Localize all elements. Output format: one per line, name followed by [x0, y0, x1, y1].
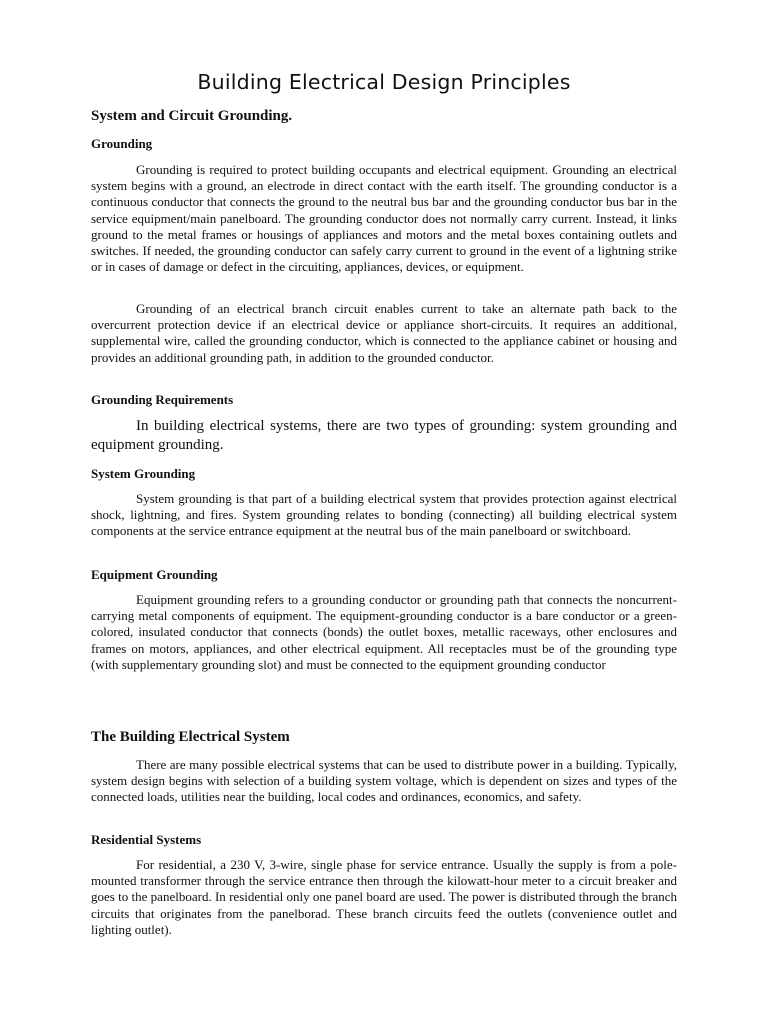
heading-residential-systems: Residential Systems [91, 832, 202, 847]
heading-grounding: Grounding [91, 136, 153, 151]
paragraph-residential-systems: For residential, a 230 V, 3-wire, single phase for service entrance. Usually the supply is from a pole-mounted transformer through the service entrance then through the kilowatt-hour meter to a circuit breaker and goes to the panelboard. In residential only one panel board are used. The power is distributed through the branch circuits that originates from the panelborad. These branch circuits feed the outlets (convenience outlet and lighting outlet). [91, 857, 677, 937]
document-title: Building Electrical Design Principles [197, 70, 571, 94]
paragraph-building-electrical-system: There are many possible electrical systems that can be used to distribute power in a building. Typically, system design begins with selection of a building system voltage, which is dependent on sizes and types of the connected loads, utilities near the building, local codes and ordinances, economics, and safety. [91, 757, 677, 805]
heading-grounding-requirements: Grounding Requirements [91, 392, 234, 407]
paragraph-grounding-1: Grounding is required to protect building occupants and electrical equipment. Grounding an electrical system begins with a ground, an electrode in direct contact with the earth itself. The grounding conductor is a continuous conductor that connects the ground to the neutral bus bar and the grounding conductor bus bar in the service equipment/main panelboard. The grounding conductor does not normally carry current. Instead, it links ground to the metal frames or housings of appliances and motors and the metal boxes containing outlets and switches. If needed, the grounding conductor can safely carry current to ground in the event of a lightning strike or in cases of damage or defect in the circuiting, appliances, devices, or equipment. [91, 162, 677, 275]
paragraph-system-grounding: System grounding is that part of a building electrical system that provides protection against electrical shock, lightning, and fires. System grounding relates to bonding (connecting) all building electrical system components at the service entrance equipment at the neutral bus of the main panelboard or switchboard. [91, 491, 677, 539]
heading-system-grounding: System Grounding [91, 466, 196, 481]
heading-building-electrical-system: The Building Electrical System [91, 729, 290, 745]
paragraph-equipment-grounding: Equipment grounding refers to a grounding conductor or grounding path that connects the noncurrent-carrying metal components of equipment. The equipment-grounding conductor is a bare conductor or a green-colored, insulated conductor that connects (bonds) the outlet boxes, metallic raceways, other enclosures and frames on motors, appliances, and other electrical equipment. All receptacles must be of the grounding type (with supplementary grounding slot) and must be connected to the equipment grounding conductor [91, 592, 677, 672]
paragraph-grounding-2: Grounding of an electrical branch circuit enables current to take an alternate path back to the overcurrent protection device if an electrical device or appliance short-circuits. It requires an additional, supplemental wire, called the grounding conductor, which is connected to the appliance cabinet or housing and provides an additional grounding path, in addition to the grounded conductor. [91, 301, 677, 365]
heading-equipment-grounding: Equipment Grounding [91, 567, 218, 582]
heading-system-circuit-grounding: System and Circuit Grounding. [91, 108, 293, 124]
paragraph-grounding-requirements: In building electrical systems, there are two types of grounding: system grounding and equipment grounding. [91, 418, 677, 453]
